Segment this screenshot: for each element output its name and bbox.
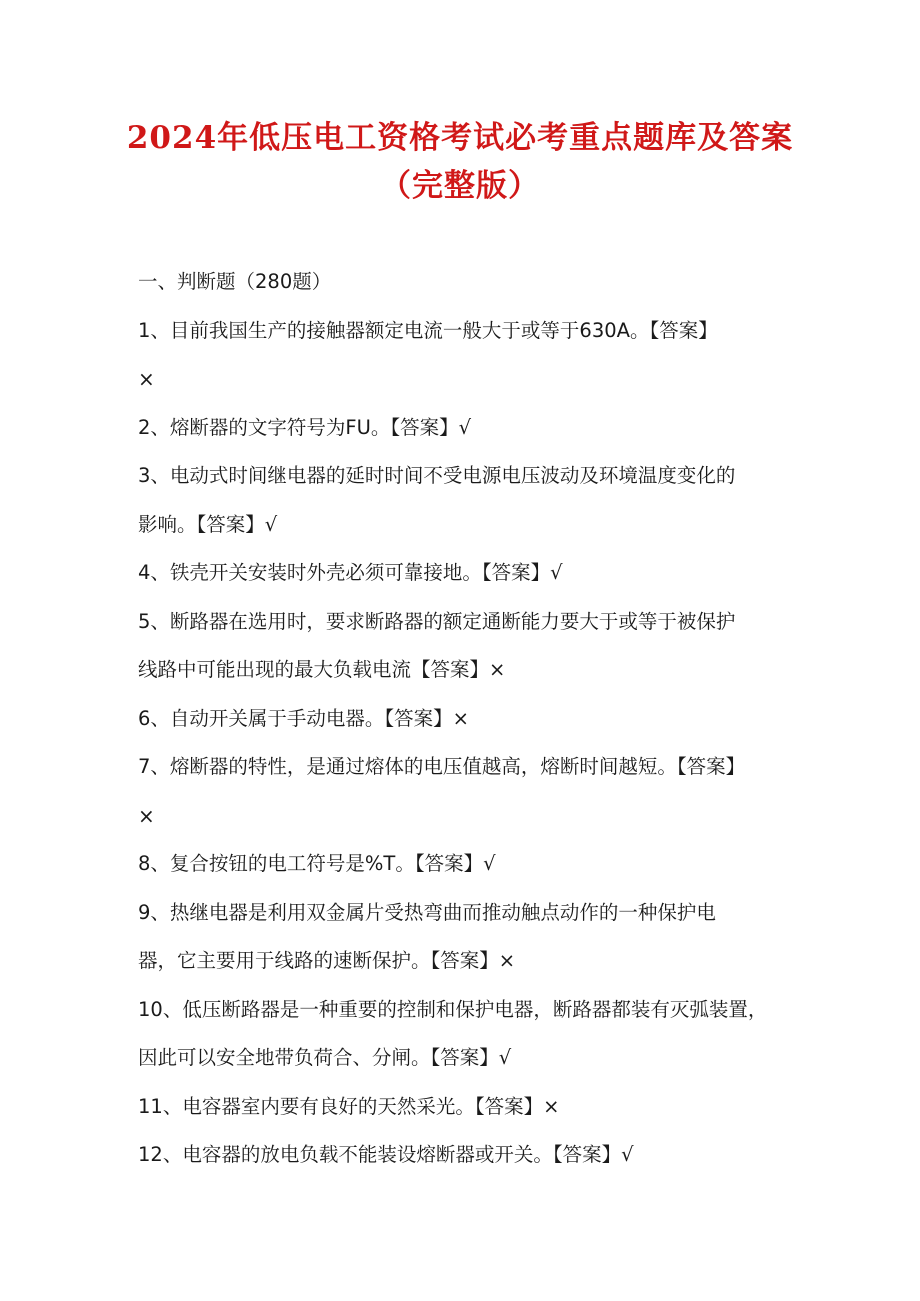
question-9: 9、热继电器是利用双金属片受热弯曲而推动触点动作的一种保护电 [138, 900, 716, 924]
section-heading: 一、判断题（280题） [138, 270, 332, 293]
document-title: 2024年低压电工资格考试必考重点题库及答案 [126, 120, 794, 156]
question-5: 5、断路器在选用时，要求断路器的额定通断能力要大于或等于被保护 [138, 609, 736, 633]
question-9-cont: 器，它主要用于线路的速断保护。【答案】× [138, 949, 516, 972]
question-6: 6、自动开关属于手动电器。【答案】× [138, 706, 469, 730]
question-7-answer: × [138, 803, 155, 828]
question-4: 4、铁壳开关安装时外壳必须可靠接地。【答案】√ [138, 561, 563, 584]
question-10: 10、低压断路器是一种重要的控制和保护电器，断路器都装有灭弧装置， [138, 997, 768, 1021]
question-2: 2、熔断器的文字符号为FU。【答案】√ [138, 415, 472, 439]
question-7: 7、熔断器的特性，是通过熔体的电压值越高，熔断时间越短。【答案】 [138, 755, 746, 778]
question-5-cont: 线路中可能出现的最大负载电流【答案】× [138, 658, 506, 681]
question-11: 11、电容器室内要有良好的天然采光。【答案】× [138, 1094, 560, 1118]
document-subtitle: （完整版） [380, 168, 540, 204]
question-list [138, 258, 798, 1180]
question-3-cont: 影响。【答案】√ [138, 512, 278, 536]
question-3: 3、电动式时间继电器的延时时间不受电源电压波动及环境温度变化的 [138, 464, 736, 487]
question-1-answer: × [138, 367, 155, 391]
question-1: 1、目前我国生产的接触器额定电流一般大于或等于630A。【答案】 [138, 318, 718, 342]
question-12: 12、电容器的放电负载不能装设熔断器或开关。【答案】√ [138, 1143, 634, 1166]
question-10-cont: 因此可以安全地带负荷合、分闸。【答案】√ [138, 1046, 512, 1069]
question-8: 8、复合按钮的电工符号是%T。【答案】√ [138, 852, 496, 875]
